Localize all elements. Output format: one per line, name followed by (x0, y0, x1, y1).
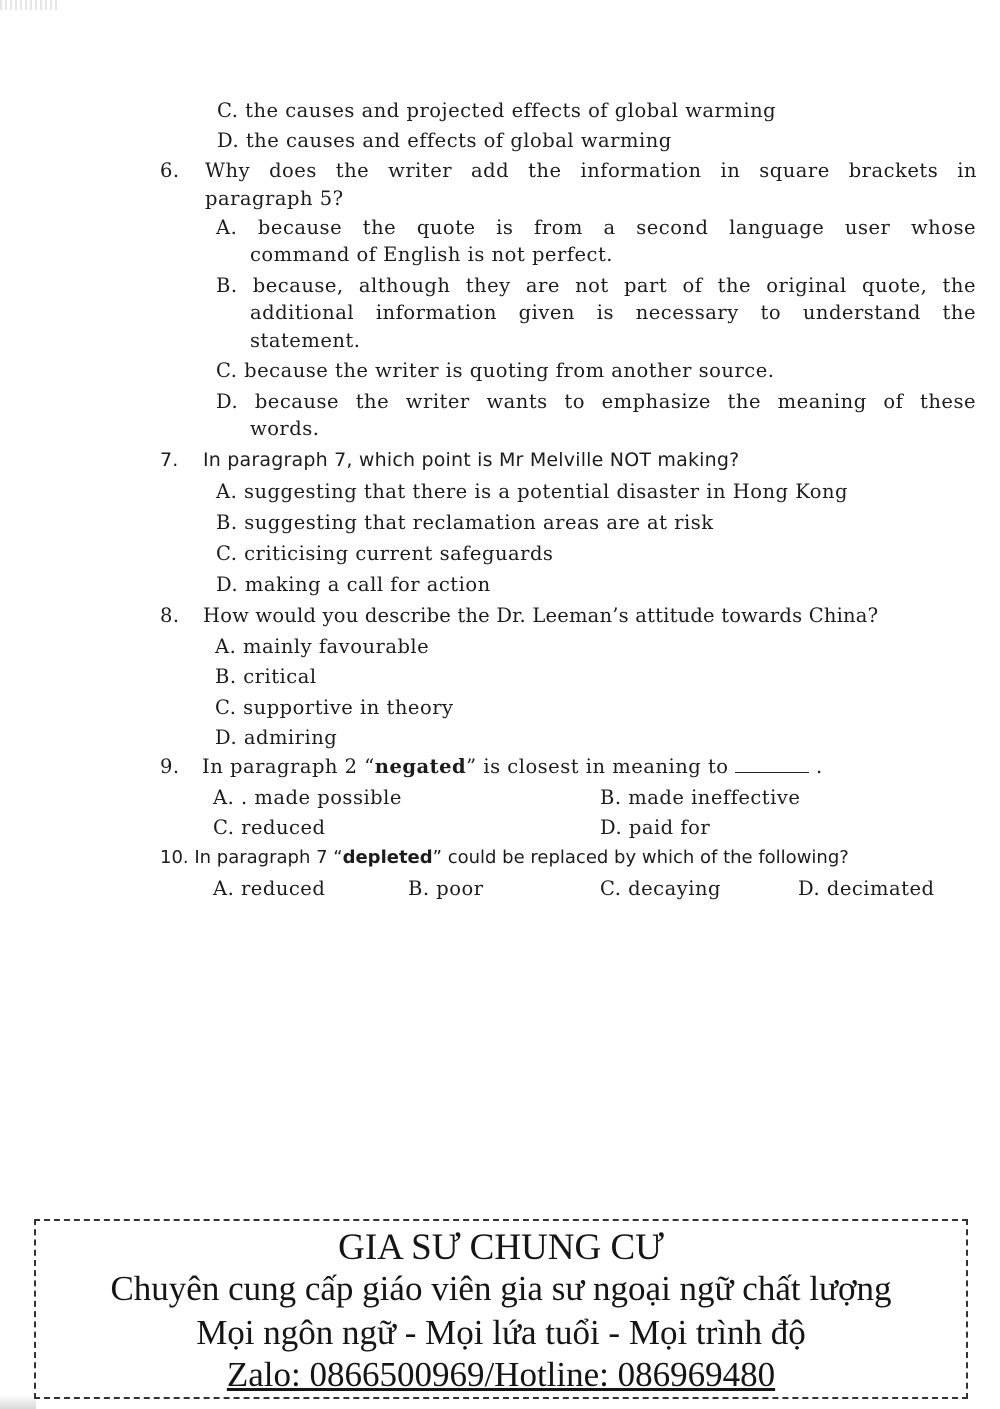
q10-stem (160, 849, 849, 867)
q7-option-a: A. suggesting that there is a potential disaster in Hong Kong (216, 480, 849, 503)
q9-stem-keyword: negated (374, 755, 467, 778)
promo-box (34, 1219, 968, 1399)
q10-stem-keyword: depleted (342, 847, 433, 868)
q6-number: 6. (160, 159, 180, 182)
promo-line-contact: Zalo: 0866500969/Hotline: 086969480 (226, 1355, 776, 1394)
q7-stem: In paragraph 7, which point is Mr Melville NOT making? (203, 449, 740, 471)
q10-stem-after: ” could be replaced by which of the following? (432, 847, 849, 868)
q9-stem (202, 757, 823, 777)
q6-option-a-line2: command of English is not perfect. (250, 243, 614, 266)
q6-option-b-line2: additional information given is necessary to understand the (250, 301, 976, 324)
q9-number: 9. (160, 755, 180, 778)
promo-title: GIA SƯ CHUNG CƯ (338, 1227, 664, 1268)
promo-line-services: Chuyên cung cấp giáo viên gia sư ngoại ngữ chất lượng (110, 1269, 892, 1308)
q6-option-a-line1: A. because the quote is from a second language user whose (216, 216, 976, 239)
q8-stem: How would you describe the Dr. Leeman’s attitude towards China? (203, 604, 879, 627)
q5-option-c: C. the causes and projected effects of global warming (217, 99, 777, 122)
q9-option-d: D. paid for (600, 816, 711, 839)
q6-option-b-line1: B. because, although they are not part of the original quote, the (216, 274, 976, 297)
q5-option-d: D. the causes and effects of global warming (217, 129, 672, 152)
q10-option-b: B. poor (408, 877, 484, 900)
q8-option-d: D. admiring (215, 726, 338, 749)
scan-edge-artifact (0, 0, 60, 10)
q8-option-c: C. supportive in theory (215, 696, 454, 719)
q9-stem-before: In paragraph 2 “ (202, 755, 375, 778)
q9-answer-blank (735, 758, 809, 773)
q6-stem-line1: Why does the writer add the information in square brackets in (205, 159, 977, 182)
q9-stem-after: ” is closest in meaning to (466, 755, 729, 778)
q8-option-b: B. critical (215, 665, 317, 688)
promo-line-scope: Mọi ngôn ngữ - Mọi lứa tuổi - Mọi trình độ (196, 1313, 806, 1352)
q6-stem-line2: paragraph 5? (205, 187, 344, 210)
q9-option-b: B. made ineffective (600, 786, 801, 809)
q6-option-d-line2: words. (250, 417, 320, 440)
q6-option-b-line3: statement. (250, 329, 361, 352)
q10-option-d: D. decimated (798, 877, 935, 900)
q6-option-d-line1: D. because the writer wants to emphasize the meaning of these (216, 390, 976, 413)
q10-stem-before: 10. In paragraph 7 “ (160, 847, 343, 868)
q7-number: 7. (160, 449, 179, 471)
scan-corner-artifact (0, 1395, 36, 1409)
q9-option-c: C. reduced (213, 816, 326, 839)
q9-option-a: A. . made possible (213, 786, 402, 809)
q7-option-b: B. suggesting that reclamation areas are at risk (216, 511, 714, 534)
q6-option-c: C. because the writer is quoting from another source. (216, 359, 775, 382)
q10-option-a: A. reduced (213, 877, 326, 900)
q8-number: 8. (160, 604, 180, 627)
q9-stem-end: . (815, 755, 823, 778)
q7-option-d: D. making a call for action (216, 573, 491, 596)
q7-option-c: C. criticising current safeguards (216, 542, 554, 565)
q10-option-c: C. decaying (600, 877, 721, 900)
q8-option-a: A. mainly favourable (215, 635, 430, 658)
